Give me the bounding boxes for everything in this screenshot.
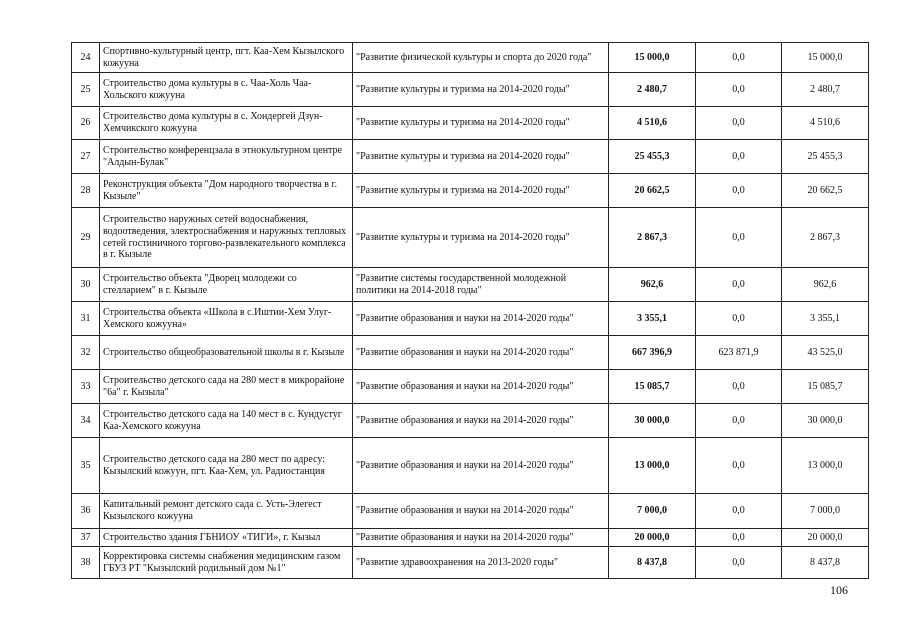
- total-amount: 25 455,3: [609, 140, 696, 174]
- regional-amount: 7 000,0: [782, 494, 869, 529]
- total-amount: 7 000,0: [609, 494, 696, 529]
- table-row: [72, 336, 869, 370]
- total-amount: 13 000,0: [609, 438, 696, 494]
- table-row: [72, 268, 869, 302]
- program-name: "Развитие системы государственной молодежной политики на 2014-2018 годы": [353, 268, 609, 302]
- row-number: 25: [72, 73, 100, 107]
- regional-amount: 3 355,1: [782, 302, 869, 336]
- object-name: Реконструкция объекта "Дом народного творчества в г. Кызыле": [100, 174, 353, 208]
- regional-amount: 25 455,3: [782, 140, 869, 174]
- federal-amount: 0,0: [696, 302, 782, 336]
- object-name: Строительство детского сада на 140 мест в с. Кундустуг Каа-Хемского кожууна: [100, 404, 353, 438]
- regional-amount: 15 000,0: [782, 43, 869, 73]
- table-row: [72, 174, 869, 208]
- total-amount: 4 510,6: [609, 107, 696, 140]
- row-number: 37: [72, 529, 100, 547]
- row-number: 27: [72, 140, 100, 174]
- program-name: "Развитие образования и науки на 2014-2020 годы": [353, 370, 609, 404]
- federal-amount: 0,0: [696, 73, 782, 107]
- table-row: [72, 494, 869, 529]
- federal-amount: 0,0: [696, 438, 782, 494]
- object-name: Строительство дома культуры в с. Хондергей Дзун-Хемчикского кожууна: [100, 107, 353, 140]
- program-name: "Развитие физической культуры и спорта до 2020 года": [353, 43, 609, 73]
- object-name: Строительства объекта «Школа в с.Иштии-Хем Улуг-Хемского кожууна»: [100, 302, 353, 336]
- program-name: "Развитие культуры и туризма на 2014-2020 годы": [353, 73, 609, 107]
- federal-amount: 0,0: [696, 107, 782, 140]
- table-row: [72, 107, 869, 140]
- program-name: "Развитие образования и науки на 2014-2020 годы": [353, 302, 609, 336]
- program-name: "Развитие образования и науки на 2014-2020 годы": [353, 404, 609, 438]
- table-row: [72, 370, 869, 404]
- regional-amount: 8 437,8: [782, 547, 869, 579]
- federal-amount: 0,0: [696, 268, 782, 302]
- regional-amount: 30 000,0: [782, 404, 869, 438]
- object-name: Строительство детского сада на 280 мест по адресу: Кызылский кожуун, пгт. Каа-Хем, ул. Радиостанция: [100, 438, 353, 494]
- object-name: Корректировка системы снабжения медицинским газом ГБУЗ РТ "Кызылский родильный дом №1": [100, 547, 353, 579]
- regional-amount: 962,6: [782, 268, 869, 302]
- object-name: Спортивно-культурный центр, пгт. Каа-Хем Кызылского кожууна: [100, 43, 353, 73]
- row-number: 32: [72, 336, 100, 370]
- object-name: Строительство дома культуры в с. Чаа-Холь Чаа-Хольского кожууна: [100, 73, 353, 107]
- program-name: "Развитие культуры и туризма на 2014-2020 годы": [353, 107, 609, 140]
- table-row: [72, 529, 869, 547]
- federal-amount: 0,0: [696, 140, 782, 174]
- object-name: Строительство здания ГБНИОУ «ТИГИ», г. Кызыл: [100, 529, 353, 547]
- total-amount: 20 662,5: [609, 174, 696, 208]
- total-amount: 30 000,0: [609, 404, 696, 438]
- federal-amount: 0,0: [696, 529, 782, 547]
- regional-amount: 15 085,7: [782, 370, 869, 404]
- program-name: "Развитие культуры и туризма на 2014-2020 годы": [353, 208, 609, 268]
- row-number: 26: [72, 107, 100, 140]
- row-number: 35: [72, 438, 100, 494]
- regional-amount: 13 000,0: [782, 438, 869, 494]
- total-amount: 2 867,3: [609, 208, 696, 268]
- total-amount: 15 000,0: [609, 43, 696, 73]
- object-name: Строительство наружных сетей водоснабжения, водоотведения, электроснабжения и наружных тепловых сетей гостиничного торгово-развлекательного комплекса в г. Кызыле: [100, 208, 353, 268]
- table-body: [72, 43, 869, 579]
- federal-amount: 623 871,9: [696, 336, 782, 370]
- row-number: 29: [72, 208, 100, 268]
- program-name: "Развитие культуры и туризма на 2014-2020 годы": [353, 174, 609, 208]
- federal-amount: 0,0: [696, 494, 782, 529]
- row-number: 36: [72, 494, 100, 529]
- object-name: Строительство общеобразовательной школы в г. Кызыле: [100, 336, 353, 370]
- regional-amount: 2 867,3: [782, 208, 869, 268]
- program-name: "Развитие образования и науки на 2014-2020 годы": [353, 494, 609, 529]
- total-amount: 667 396,9: [609, 336, 696, 370]
- regional-amount: 43 525,0: [782, 336, 869, 370]
- regional-amount: 2 480,7: [782, 73, 869, 107]
- federal-amount: 0,0: [696, 174, 782, 208]
- federal-amount: 0,0: [696, 370, 782, 404]
- regional-amount: 20 662,5: [782, 174, 869, 208]
- row-number: 31: [72, 302, 100, 336]
- object-name: Строительство конференцзала в этнокультурном центре "Алдын-Булак": [100, 140, 353, 174]
- program-name: "Развитие образования и науки на 2014-2020 годы": [353, 529, 609, 547]
- table-row: [72, 547, 869, 579]
- table-row: [72, 208, 869, 268]
- federal-amount: 0,0: [696, 208, 782, 268]
- program-name: "Развитие культуры и туризма на 2014-2020 годы": [353, 140, 609, 174]
- regional-amount: 20 000,0: [782, 529, 869, 547]
- row-number: 38: [72, 547, 100, 579]
- object-name: Строительство детского сада на 280 мест в микрорайоне "6а" г. Кызыла": [100, 370, 353, 404]
- total-amount: 8 437,8: [609, 547, 696, 579]
- object-name: Капитальный ремонт детского сада с. Усть-Элегест Кызылского кожууна: [100, 494, 353, 529]
- row-number: 24: [72, 43, 100, 73]
- program-name: "Развитие здравоохранения на 2013-2020 годы": [353, 547, 609, 579]
- total-amount: 15 085,7: [609, 370, 696, 404]
- row-number: 33: [72, 370, 100, 404]
- total-amount: 3 355,1: [609, 302, 696, 336]
- total-amount: 962,6: [609, 268, 696, 302]
- row-number: 28: [72, 174, 100, 208]
- table-row: [72, 404, 869, 438]
- federal-amount: 0,0: [696, 404, 782, 438]
- table-row: [72, 73, 869, 107]
- table-row: [72, 302, 869, 336]
- table-row: [72, 43, 869, 73]
- total-amount: 2 480,7: [609, 73, 696, 107]
- table-row: [72, 438, 869, 494]
- table-row: [72, 140, 869, 174]
- object-name: Строительство объекта "Дворец молодежи со стелларием" в г. Кызыле: [100, 268, 353, 302]
- regional-amount: 4 510,6: [782, 107, 869, 140]
- federal-amount: 0,0: [696, 43, 782, 73]
- budget-table: [71, 42, 869, 579]
- program-name: "Развитие образования и науки на 2014-2020 годы": [353, 438, 609, 494]
- row-number: 30: [72, 268, 100, 302]
- page-number: 106: [830, 583, 848, 597]
- row-number: 34: [72, 404, 100, 438]
- total-amount: 20 000,0: [609, 529, 696, 547]
- program-name: "Развитие образования и науки на 2014-2020 годы": [353, 336, 609, 370]
- federal-amount: 0,0: [696, 547, 782, 579]
